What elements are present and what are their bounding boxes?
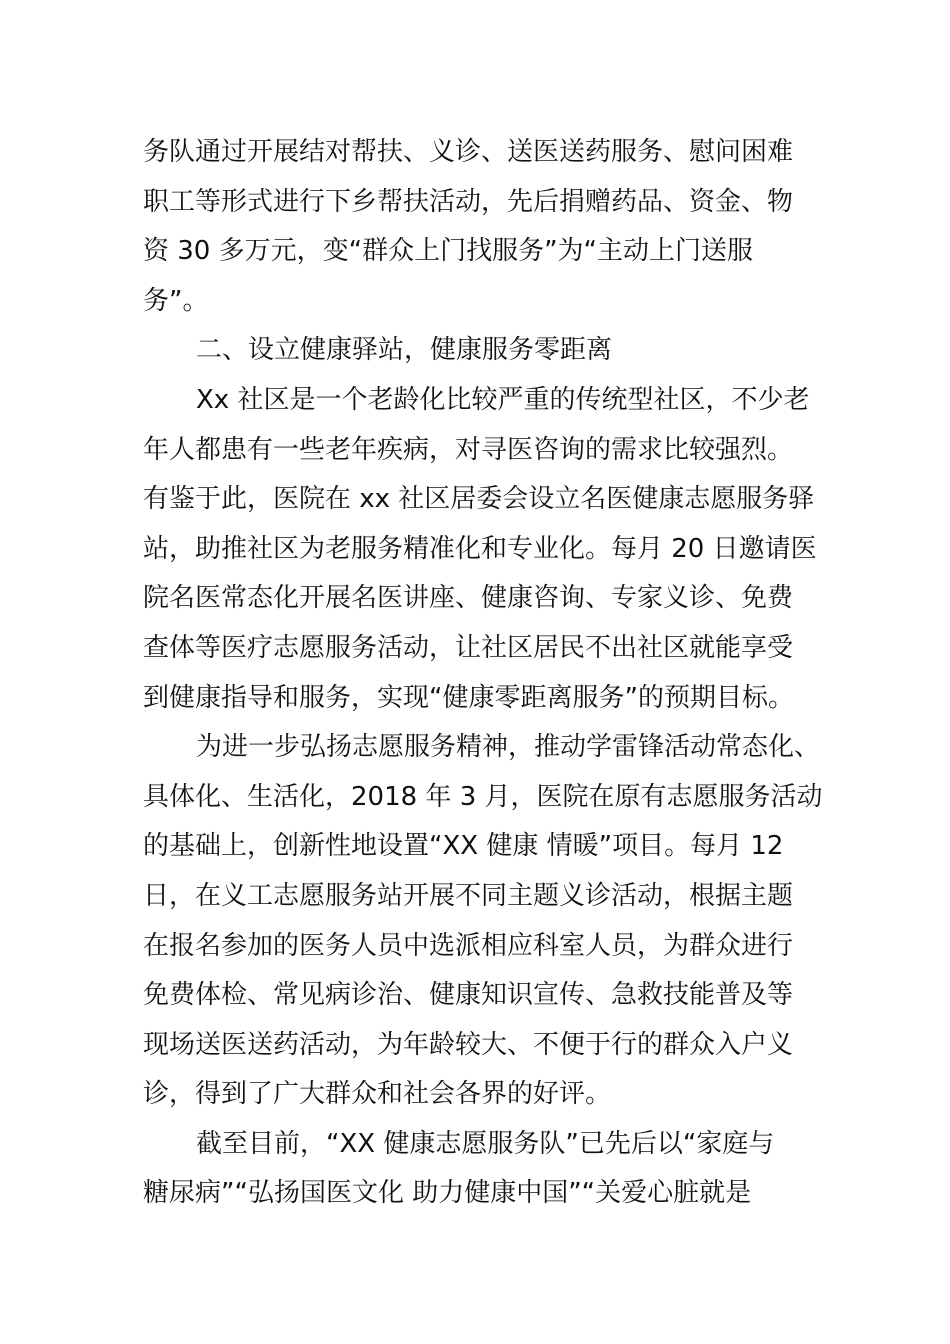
text-line: 站，助推社区为老服务精准化和专业化。每月 20 日邀请医 bbox=[143, 533, 817, 564]
body-text bbox=[143, 128, 823, 1219]
text-line: 糖尿病”“弘扬国医文化 助力健康中国”“关爱心脏就是 bbox=[143, 1178, 752, 1209]
text-line: 务队通过开展结对帮扶、义诊、送医送药服务、慰问困难 bbox=[143, 137, 794, 167]
text-line: 二、设立健康驿站，健康服务零距离 bbox=[196, 335, 613, 366]
text-line: 务”。 bbox=[143, 285, 209, 316]
text-line: 查体等医疗志愿服务活动，让社区居民不出社区就能享受 bbox=[143, 632, 794, 663]
text-line: 日，在义工志愿服务站开展不同主题义诊活动，根据主题 bbox=[143, 880, 794, 911]
text-line: 截至目前，“XX 健康志愿服务队”已先后以“家庭与 bbox=[196, 1128, 775, 1159]
text-line: 诊，得到了广大群众和社会各界的好评。 bbox=[143, 1079, 612, 1110]
text-line: Xx 社区是一个老龄化比较严重的传统型社区，不少老 bbox=[196, 384, 810, 415]
text-line: 有鉴于此，医院在 xx 社区居委会设立名医健康志愿服务驿 bbox=[143, 484, 815, 515]
text-line: 年人都患有一些老年疾病，对寻医咨询的需求比较强烈。 bbox=[143, 434, 794, 465]
text-line: 的基础上，创新性地设置“XX 健康 情暖”项目。每月 12 bbox=[143, 831, 784, 862]
text-line: 在报名参加的医务人员中选派相应科室人员，为群众进行 bbox=[143, 930, 794, 961]
text-line: 院名医常态化开展名医讲座、健康咨询、专家义诊、免费 bbox=[143, 583, 794, 614]
text-line: 具体化、生活化，2018 年 3 月，医院在原有志愿服务活动 bbox=[143, 781, 823, 812]
text-line: 职工等形式进行下乡帮扶活动，先后捐赠药品、资金、物 bbox=[143, 186, 794, 217]
text-line: 免费体检、常见病诊治、健康知识宣传、急救技能普及等 bbox=[143, 980, 794, 1011]
text-line: 为进一步弘扬志愿服务精神，推动学雷锋活动常态化、 bbox=[196, 732, 821, 763]
text-line: 资 30 多万元，变“群众上门找服务”为“主动上门送服 bbox=[143, 236, 754, 267]
text-line: 现场送医送药活动，为年龄较大、不便于行的群众入户义 bbox=[143, 1029, 794, 1060]
text-line: 到健康指导和服务，实现“健康零距离服务”的预期目标。 bbox=[143, 682, 794, 713]
